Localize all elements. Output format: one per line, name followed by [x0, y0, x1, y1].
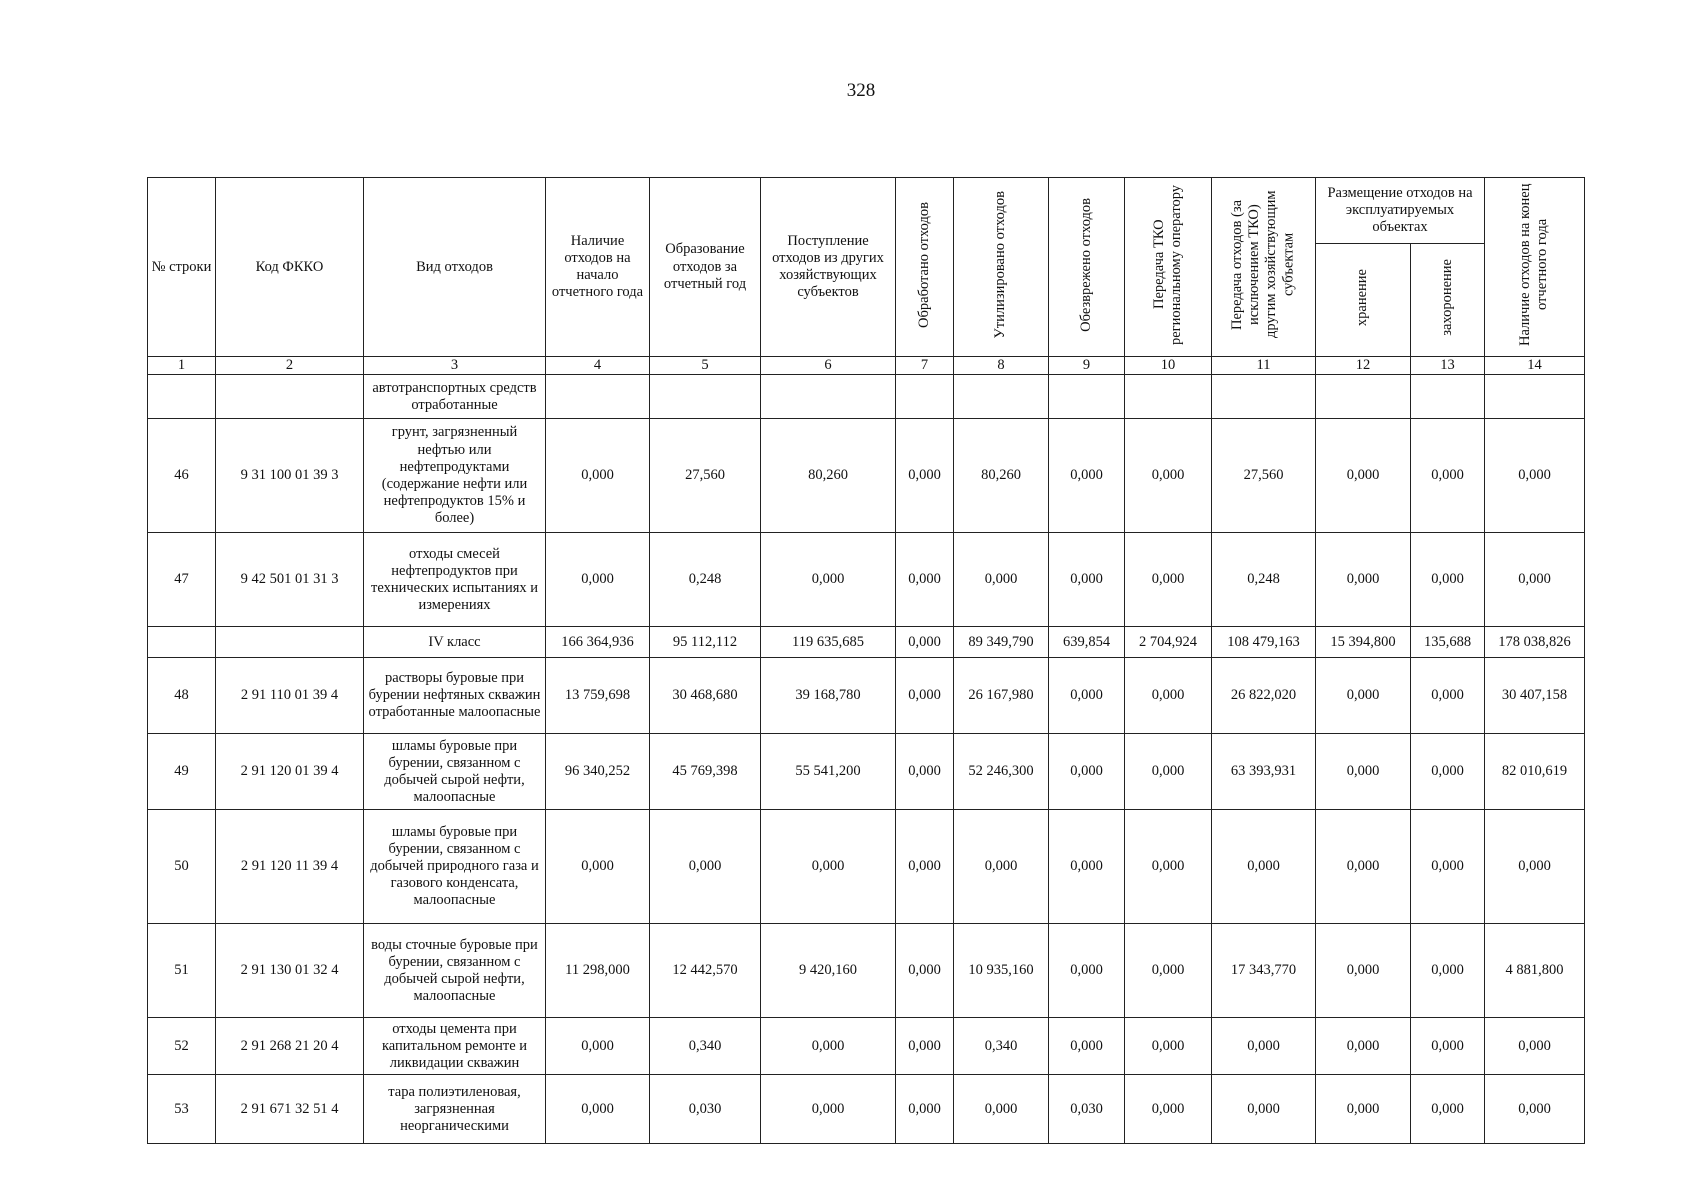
- row-value: 639,854: [1049, 627, 1125, 658]
- row-value: 0,000: [896, 1018, 954, 1075]
- table-row: [148, 734, 1585, 810]
- table-row: [148, 1075, 1585, 1144]
- row-value: 0,030: [1049, 1075, 1125, 1144]
- column-number: 2: [216, 357, 364, 375]
- row-number: 47: [148, 533, 216, 627]
- row-value: 30 407,158: [1485, 658, 1585, 734]
- row-value: 0,000: [546, 533, 650, 627]
- row-value: 0,000: [1049, 734, 1125, 810]
- row-value: 80,260: [954, 419, 1049, 533]
- row-value: 95 112,112: [650, 627, 761, 658]
- row-value: 0,000: [1049, 419, 1125, 533]
- row-value: 108 479,163: [1212, 627, 1316, 658]
- header-end-year: Наличие отходов на конец отчетного года: [1485, 178, 1585, 357]
- row-value: 0,000: [1411, 924, 1485, 1018]
- row-code: [216, 627, 364, 658]
- header-tko-transfer: Передача ТКО региональному оператору: [1125, 178, 1212, 357]
- row-value: [1485, 375, 1585, 419]
- row-value: 0,000: [1411, 810, 1485, 924]
- row-value: 0,000: [896, 810, 954, 924]
- table-row: [148, 924, 1585, 1018]
- row-value: 0,000: [1049, 1018, 1125, 1075]
- row-value: 0,000: [761, 1018, 896, 1075]
- row-value: 0,000: [761, 810, 896, 924]
- class-label: IV класс: [364, 627, 546, 658]
- row-code: [216, 375, 364, 419]
- row-value: 0,000: [1411, 658, 1485, 734]
- header-processed: Обработано отходов: [896, 178, 954, 357]
- table-row: [148, 1018, 1585, 1075]
- header-code: Код ФККО: [216, 178, 364, 357]
- row-value: 0,000: [1485, 533, 1585, 627]
- row-code: 2 91 120 11 39 4: [216, 810, 364, 924]
- column-number: 9: [1049, 357, 1125, 375]
- row-number: 52: [148, 1018, 216, 1075]
- row-value: 63 393,931: [1212, 734, 1316, 810]
- row-value: 0,000: [546, 810, 650, 924]
- table-row: [148, 533, 1585, 627]
- row-value: 0,000: [1049, 810, 1125, 924]
- row-number: 46: [148, 419, 216, 533]
- row-value: 0,000: [1411, 533, 1485, 627]
- header-transfer-other: Передача отходов (за исключением ТКО) другим хозяйствующим субъектам: [1212, 178, 1316, 357]
- row-value: 0,000: [1411, 419, 1485, 533]
- row-value: 0,000: [1125, 924, 1212, 1018]
- column-number: 14: [1485, 357, 1585, 375]
- row-value: 27,560: [650, 419, 761, 533]
- header-waste-type: Вид отходов: [364, 178, 546, 357]
- row-value: 27,560: [1212, 419, 1316, 533]
- row-value: 0,000: [1485, 1018, 1585, 1075]
- row-waste-name: растворы буровые при бурении нефтяных скважин отработанные малоопасные: [364, 658, 546, 734]
- row-number: 53: [148, 1075, 216, 1144]
- row-value: 39 168,780: [761, 658, 896, 734]
- row-value: 0,000: [1049, 658, 1125, 734]
- row-value: 0,000: [1411, 1018, 1485, 1075]
- table-row: [148, 810, 1585, 924]
- column-number: 6: [761, 357, 896, 375]
- row-value: [1212, 375, 1316, 419]
- row-value: 0,000: [1125, 1018, 1212, 1075]
- row-value: 4 881,800: [1485, 924, 1585, 1018]
- row-value: 0,000: [1049, 924, 1125, 1018]
- row-value: 0,000: [1316, 734, 1411, 810]
- row-value: 0,000: [1411, 1075, 1485, 1144]
- row-value: 0,030: [650, 1075, 761, 1144]
- column-number: 8: [954, 357, 1049, 375]
- row-value: 0,000: [954, 810, 1049, 924]
- row-waste-name: отходы цемента при капитальном ремонте и ликвидации скважин: [364, 1018, 546, 1075]
- row-value: 135,688: [1411, 627, 1485, 658]
- header-row-no: № строки: [148, 178, 216, 357]
- row-value: 0,000: [1125, 734, 1212, 810]
- row-number: 50: [148, 810, 216, 924]
- row-value: [954, 375, 1049, 419]
- row-value: 0,000: [896, 627, 954, 658]
- row-waste-name: шламы буровые при бурении, связанном с добычей сырой нефти, малоопасные: [364, 734, 546, 810]
- page-number: 328: [846, 80, 876, 101]
- row-value: 26 167,980: [954, 658, 1049, 734]
- row-value: 11 298,000: [546, 924, 650, 1018]
- row-code: 2 91 130 01 32 4: [216, 924, 364, 1018]
- header-utilized: Утилизировано отходов: [954, 178, 1049, 357]
- row-value: 0,000: [1125, 533, 1212, 627]
- row-value: 2 704,924: [1125, 627, 1212, 658]
- row-value: 178 038,826: [1485, 627, 1585, 658]
- column-number-row: [148, 357, 1585, 375]
- row-value: 96 340,252: [546, 734, 650, 810]
- row-value: 119 635,685: [761, 627, 896, 658]
- row-value: 0,340: [954, 1018, 1049, 1075]
- table-row: [148, 658, 1585, 734]
- row-value: 0,000: [1125, 658, 1212, 734]
- row-value: [546, 375, 650, 419]
- row-value: 0,000: [1316, 419, 1411, 533]
- row-value: 80,260: [761, 419, 896, 533]
- row-value: 0,000: [1125, 810, 1212, 924]
- row-code: 2 91 120 01 39 4: [216, 734, 364, 810]
- row-code: 2 91 671 32 51 4: [216, 1075, 364, 1144]
- row-value: 0,000: [1049, 533, 1125, 627]
- row-value: 0,000: [954, 533, 1049, 627]
- row-value: 0,000: [896, 924, 954, 1018]
- row-value: 0,000: [1485, 810, 1585, 924]
- row-value: 52 246,300: [954, 734, 1049, 810]
- row-value: 0,000: [1316, 924, 1411, 1018]
- row-value: 0,000: [896, 658, 954, 734]
- row-value: 166 364,936: [546, 627, 650, 658]
- row-value: 0,248: [650, 533, 761, 627]
- row-value: 0,000: [1212, 810, 1316, 924]
- header-neutralized: Обезврежено отходов: [1049, 178, 1125, 357]
- column-number: 7: [896, 357, 954, 375]
- row-value: 13 759,698: [546, 658, 650, 734]
- table-row: [148, 375, 1585, 419]
- row-value: 0,000: [546, 1075, 650, 1144]
- row-number: 49: [148, 734, 216, 810]
- row-value: 0,000: [954, 1075, 1049, 1144]
- row-value: 0,000: [546, 1018, 650, 1075]
- row-value: 0,000: [1316, 658, 1411, 734]
- row-value: 15 394,800: [1316, 627, 1411, 658]
- row-value: 0,000: [761, 1075, 896, 1144]
- row-value: 0,248: [1212, 533, 1316, 627]
- row-value: 55 541,200: [761, 734, 896, 810]
- row-value: 0,000: [1316, 810, 1411, 924]
- row-value: 45 769,398: [650, 734, 761, 810]
- class-subtotal-row: [148, 627, 1585, 658]
- row-value: 9 420,160: [761, 924, 896, 1018]
- column-number: 5: [650, 357, 761, 375]
- row-waste-name: шламы буровые при бурении, связанном с добычей природного газа и газового конденсата, малоопасные: [364, 810, 546, 924]
- row-number: [148, 375, 216, 419]
- row-value: [896, 375, 954, 419]
- column-number: 12: [1316, 357, 1411, 375]
- row-value: 0,000: [1316, 533, 1411, 627]
- row-value: 26 822,020: [1212, 658, 1316, 734]
- row-value: 0,000: [1316, 1018, 1411, 1075]
- row-value: 0,000: [896, 419, 954, 533]
- row-waste-name: воды сточные буровые при бурении, связанном с добычей сырой нефти, малоопасные: [364, 924, 546, 1018]
- header-received: Поступление отходов из других хозяйствующих субъектов: [761, 178, 896, 357]
- table-row: [148, 419, 1585, 533]
- row-value: 0,000: [761, 533, 896, 627]
- row-value: [1049, 375, 1125, 419]
- row-value: 12 442,570: [650, 924, 761, 1018]
- column-number: 10: [1125, 357, 1212, 375]
- row-value: 17 343,770: [1212, 924, 1316, 1018]
- row-value: 0,000: [1485, 419, 1585, 533]
- row-waste-name: грунт, загрязненный нефтью или нефтепродуктами (содержание нефти или нефтепродуктов 15% и более): [364, 419, 546, 533]
- row-value: 0,000: [1411, 734, 1485, 810]
- row-code: 9 42 501 01 31 3: [216, 533, 364, 627]
- row-value: 0,000: [650, 810, 761, 924]
- row-value: [1125, 375, 1212, 419]
- row-value: 0,000: [896, 1075, 954, 1144]
- row-value: 30 468,680: [650, 658, 761, 734]
- row-value: [1411, 375, 1485, 419]
- row-value: 0,000: [1125, 1075, 1212, 1144]
- column-number: 3: [364, 357, 546, 375]
- row-value: 0,000: [1316, 1075, 1411, 1144]
- row-value: 0,000: [1485, 1075, 1585, 1144]
- row-value: [761, 375, 896, 419]
- column-number: 1: [148, 357, 216, 375]
- table-body: [148, 375, 1585, 1144]
- waste-table: [147, 177, 1585, 1144]
- row-waste-name: отходы смесей нефтепродуктов при технических испытаниях и измерениях: [364, 533, 546, 627]
- row-value: 89 349,790: [954, 627, 1049, 658]
- row-code: 2 91 110 01 39 4: [216, 658, 364, 734]
- row-waste-name: автотранспортных средств отработанные: [364, 375, 546, 419]
- row-value: 0,000: [896, 533, 954, 627]
- column-number: 4: [546, 357, 650, 375]
- row-value: 0,340: [650, 1018, 761, 1075]
- row-value: 0,000: [1212, 1075, 1316, 1144]
- row-number: [148, 627, 216, 658]
- header-placement-group: Размещение отходов на эксплуатируемых объектах: [1316, 178, 1485, 244]
- column-number: 11: [1212, 357, 1316, 375]
- row-value: 0,000: [896, 734, 954, 810]
- row-value: [1316, 375, 1411, 419]
- row-code: 2 91 268 21 20 4: [216, 1018, 364, 1075]
- row-number: 48: [148, 658, 216, 734]
- row-value: [650, 375, 761, 419]
- header-storage: хранение: [1316, 244, 1411, 357]
- row-value: 82 010,619: [1485, 734, 1585, 810]
- header-start-year: Наличие отходов на начало отчетного года: [546, 178, 650, 357]
- row-value: 0,000: [1212, 1018, 1316, 1075]
- row-value: 0,000: [1125, 419, 1212, 533]
- row-value: 10 935,160: [954, 924, 1049, 1018]
- row-code: 9 31 100 01 39 3: [216, 419, 364, 533]
- header-burial: захоронение: [1411, 244, 1485, 357]
- column-number: 13: [1411, 357, 1485, 375]
- row-number: 51: [148, 924, 216, 1018]
- row-value: 0,000: [546, 419, 650, 533]
- row-waste-name: тара полиэтиленовая, загрязненная неорганическими: [364, 1075, 546, 1144]
- header-generated: Образование отходов за отчетный год: [650, 178, 761, 357]
